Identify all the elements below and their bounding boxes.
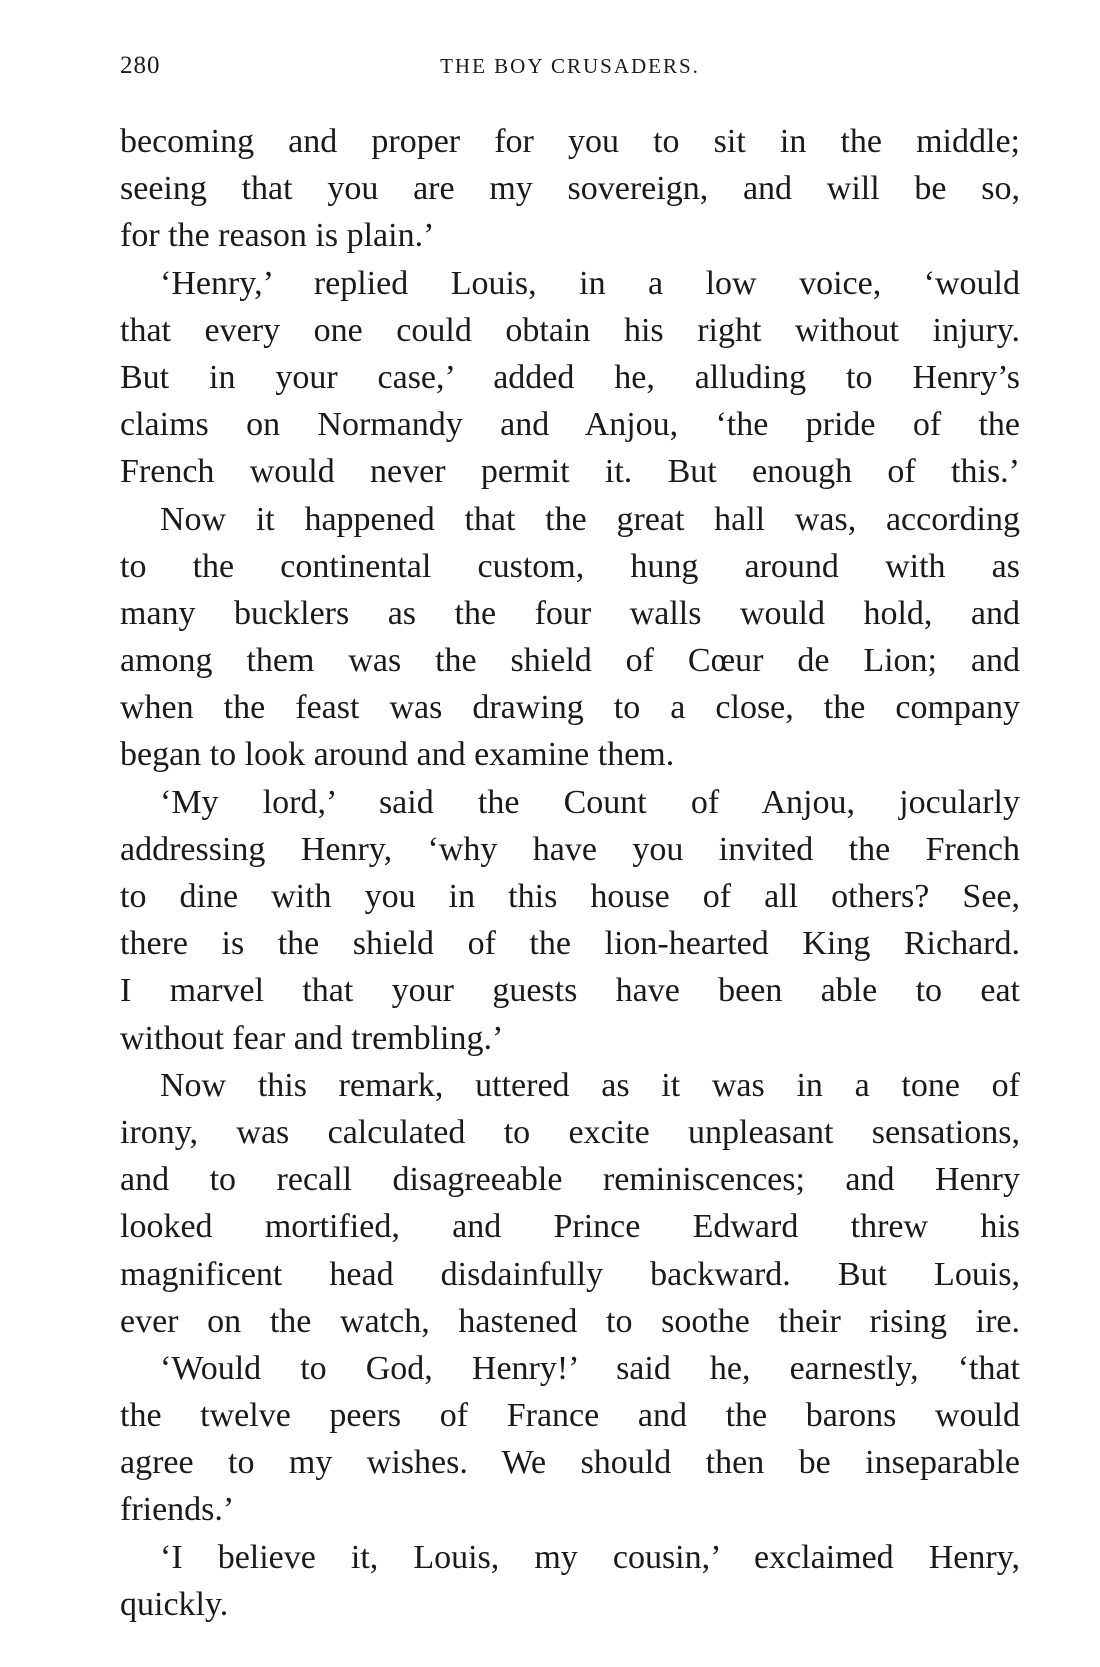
text-line: agree to my wishes. We should then be inseparable [120,1444,1020,1482]
text-line: to dine with you in this house of all others? See, [120,878,1020,915]
text-line: looked mortified, and Prince Edward threw his [120,1208,1020,1246]
text-line: magnificent head disdainfully backward. But Louis, [120,1255,1020,1293]
text-line: for the reason is plain.’ [120,217,435,255]
page-number: 280 [120,52,161,79]
text-line: when the feast was drawing to a close, the company [120,689,1020,727]
text-line: But in your case,’ added he, alluding to Henry’s [120,358,1020,396]
text-line: ‘I believe it, Louis, my cousin,’ exclaimed Henry, [160,1538,1020,1576]
text-line: without fear and trembling.’ [120,1019,504,1057]
text-line: quickly. [120,1585,229,1623]
text-line: ‘My lord,’ said the Count of Anjou, jocularly [160,783,1020,821]
text-line: ‘Henry,’ replied Louis, in a low voice, ‘would [160,264,1020,302]
text-line: addressing Henry, ‘why have you invited the French [120,830,1020,868]
text-line: French would never permit it. But enough of this.’ [120,453,1020,491]
running-title: THE BOY CRUSADERS. [440,54,700,78]
text-line: seeing that you are my sovereign, and will be so, [120,170,1020,208]
text-line: and to recall disagreeable reminiscences; and Henry [120,1161,1020,1199]
text-line: irony, was calculated to excite unpleasant sensations, [120,1113,1020,1151]
text-line: to the continental custom, hung around with as [120,547,1020,585]
text-line: ‘Would to God, Henry!’ said he, earnestly, ‘that [160,1349,1020,1387]
text-line: the twelve peers of France and the barons would [120,1397,1020,1435]
text-line: that every one could obtain his right without injury. [120,311,1020,349]
body-text [120,118,1020,1628]
text-line: ever on the watch, hastened to soothe their rising ire. [120,1302,1020,1340]
text-line: friends.’ [120,1491,235,1529]
running-head [120,52,1020,92]
text-line: I marvel that your guests have been able to eat [120,972,1020,1010]
text-line: becoming and proper for you to sit in the middle; [120,123,1020,160]
text-line: among them was the shield of Cœur de Lion; and [120,642,1020,680]
text-line: began to look around and examine them. [120,736,675,774]
text-line: many bucklers as the four walls would hold, and [120,594,1020,632]
text-line: claims on Normandy and Anjou, ‘the pride of the [120,406,1020,444]
text-line: Now it happened that the great hall was, according [160,500,1020,538]
text-line: there is the shield of the lion-hearted King Richard. [120,925,1020,963]
text-line: Now this remark, uttered as it was in a tone of [160,1066,1020,1104]
